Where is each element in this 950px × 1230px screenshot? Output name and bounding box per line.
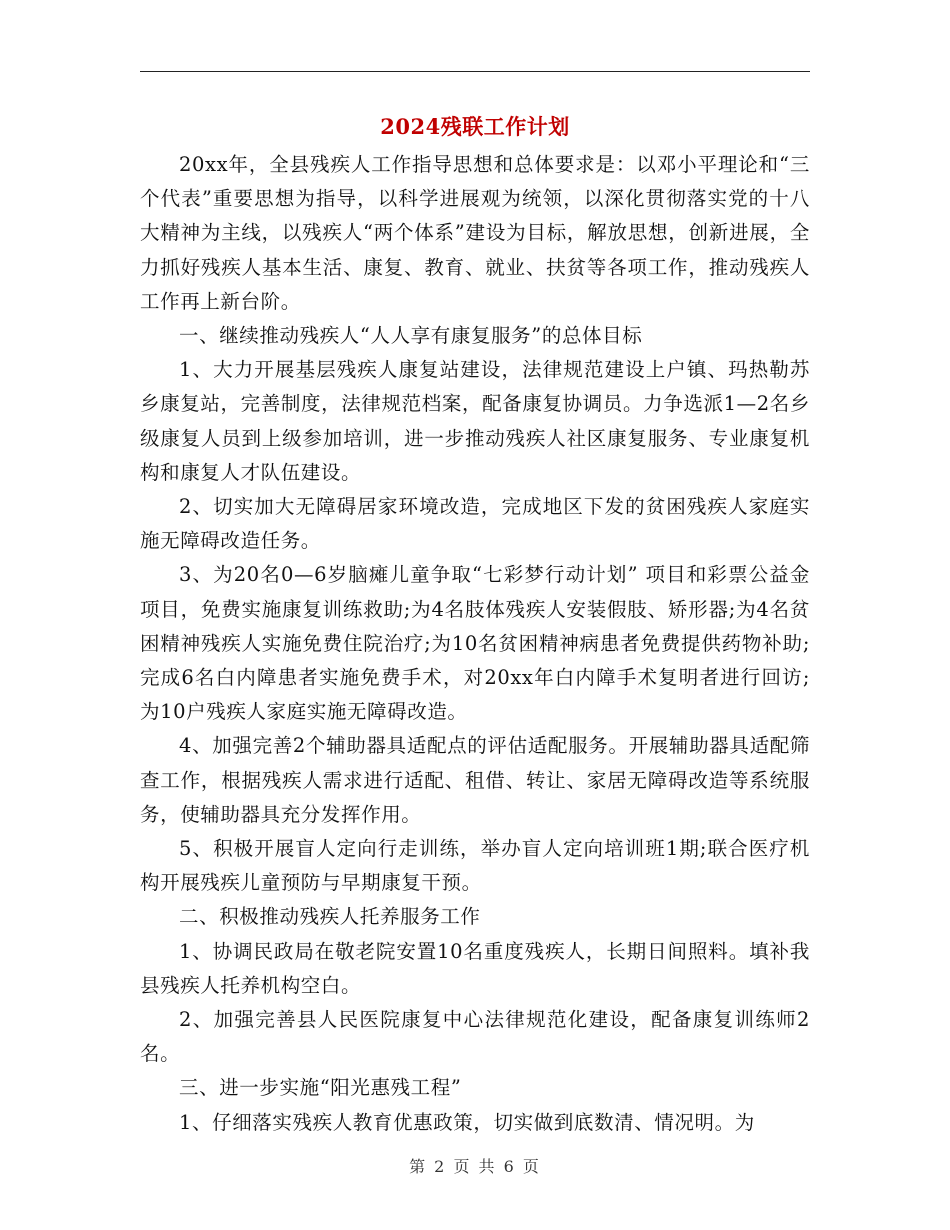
paragraph-1-4: 4、加强完善2个辅助器具适配点的评估适配服务。开展辅助器具适配筛查工作，根据残疾人需求进行适配、租借、转让、家居无障碍改造等系统服务，使辅助器具充分发挥作用。	[140, 734, 810, 826]
section-heading-1: 一、继续推动残疾人“人人享有康复服务”的总体目标	[179, 324, 643, 348]
section-heading-2: 二、积极推动残疾人托养服务工作	[179, 905, 481, 929]
header-rule	[140, 71, 810, 72]
paragraph-3-1: 1、仔细落实残疾人教育优惠政策，切实做到底数清、情况明。为	[179, 1110, 755, 1134]
paragraph-1-1: 1、大力开展基层残疾人康复站建设，法律规范建设上户镇、玛热勒苏乡康复站，完善制度，法律规范档案，配备康复协调员。力争选派1—2名乡级康复人员到上级参加培训，进一步推动残疾人社区康复服务、专业康复机构和康复人才队伍建设。	[140, 358, 810, 484]
paragraph-1-5: 5、积极开展盲人定向行走训练，举办盲人定向培训班1期;联合医疗机构开展残疾儿童预防与早期康复干预。	[140, 837, 810, 895]
document-body	[140, 148, 810, 1140]
paragraph-intro: 20xx年，全县残疾人工作指导思想和总体要求是：以邓小平理论和“三个代表”重要思想为指导，以科学进展观为统领，以深化贯彻落实党的十八大精神为主线，以残疾人“两个体系”建设为目标，解放思想，创新进展，全力抓好残疾人基本生活、康复、教育、就业、扶贫等各项工作，推动残疾人工作再上新台阶。	[140, 153, 810, 313]
document-title: 2024残联工作计划	[380, 114, 570, 139]
paragraph-1-2: 2、切实加大无障碍居家环境改造，完成地区下发的贫困残疾人家庭实施无障碍改造任务。	[140, 495, 810, 553]
section-heading-3: 三、进一步实施“阳光惠残工程”	[179, 1076, 462, 1100]
paragraph-2-1: 1、协调民政局在敬老院安置10名重度残疾人，长期日间照料。填补我县残疾人托养机构空白。	[140, 939, 810, 997]
page-number: 第 2 页 共 6 页	[409, 1157, 541, 1176]
paragraph-2-2: 2、加强完善县人民医院康复中心法律规范化建设，配备康复训练师2名。	[140, 1008, 810, 1066]
paragraph-1-3: 3、为20名0—6岁脑瘫儿童争取“七彩梦行动计划” 项目和彩票公益金项目，免费实施康复训练救助;为4名肢体残疾人安装假肢、矫形器;为4名贫困精神残疾人实施免费住院治疗;为10名贫困精神病患者免费提供药物补助;完成6名白内障患者实施免费手术，对20xx年白内障手术复明者进行回访;为10户残疾人家庭实施无障碍改造。	[140, 563, 810, 724]
